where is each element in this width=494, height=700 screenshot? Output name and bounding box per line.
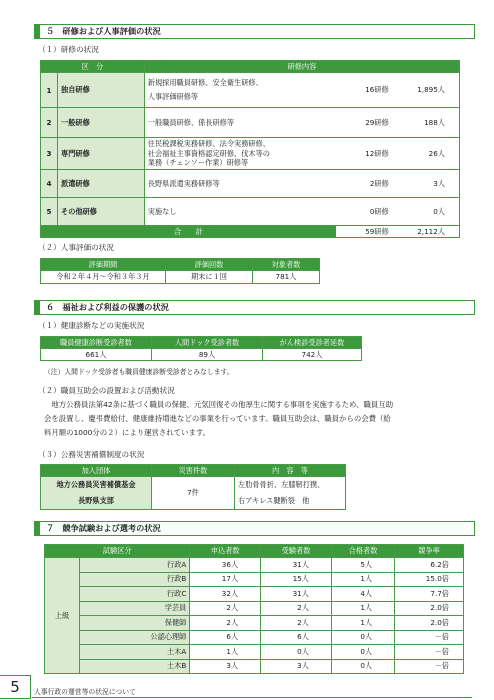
exam-examinees: 0人 (261, 645, 332, 660)
exam-category: 土木B (80, 659, 190, 674)
table-row (45, 645, 464, 660)
exam-ratio: －倍 (395, 645, 464, 660)
exam-examinees: 2人 (261, 616, 332, 631)
disaster-content: 左肋骨骨折、左膝靭打撲、 右アキレス腱断裂 他 (235, 477, 346, 510)
disaster-subtitle: （３）公務災害補償制度の状況 (38, 450, 145, 459)
section-7-heading: ７ 競争試験および選考の状況 (34, 521, 475, 536)
page-number: 5 (0, 675, 31, 699)
training-table (40, 60, 460, 238)
exam-category: 行政C (80, 587, 190, 602)
table-row (41, 271, 320, 284)
row-people: 188人 (392, 108, 460, 138)
row-count: 12研修 (336, 138, 392, 170)
total-label: 合 計 (41, 226, 336, 238)
table-row (45, 659, 464, 674)
section-6-heading: ６ 福祉および利益の保護の状況 (34, 300, 475, 315)
evaluation-count: 期末に１回 (166, 271, 253, 284)
exam-passed: 0人 (331, 645, 394, 660)
exam-category: 学芸員 (80, 601, 190, 616)
exam-examinees: 2人 (261, 601, 332, 616)
row-people: 26人 (392, 138, 460, 170)
row-number: 4 (41, 170, 58, 198)
exam-passed: 1人 (331, 601, 394, 616)
exam-applicants: 1人 (190, 645, 261, 660)
evaluation-header-count: 評価回数 (166, 259, 253, 271)
row-category: 一般研修 (58, 108, 145, 138)
table-row (45, 572, 464, 587)
health-header-dock: 人間ドック受診者数 (152, 337, 263, 349)
health-subtitle: （１）健康診断などの実施状況 (38, 321, 145, 330)
exam-applicants: 2人 (190, 601, 261, 616)
exam-examinees: 31人 (261, 558, 332, 573)
exam-header-ratio: 競争率 (395, 545, 464, 558)
health-dock-value: 89人 (152, 349, 263, 361)
row-content: 実施なし (144, 198, 336, 226)
exam-category: 行政A (80, 558, 190, 573)
row-category: 派遣研修 (58, 170, 145, 198)
mutual-subtitle: （２）職員互助会の設置および活動状況 (38, 386, 175, 395)
table-row (45, 630, 464, 645)
exam-ratio: 15.0倍 (395, 572, 464, 587)
row-content: 長野県派遣実務研修等 (144, 170, 336, 198)
exam-category: 土木A (80, 645, 190, 660)
health-header-checkup: 職員健康診断受診者数 (41, 337, 152, 349)
health-header-cancer: がん検診受診者延数 (263, 337, 362, 349)
row-category: 独自研修 (58, 73, 145, 108)
evaluation-header-period: 評価期間 (41, 259, 166, 271)
exam-passed: 0人 (331, 659, 394, 674)
table-row (45, 616, 464, 631)
exam-ratio: 7.7倍 (395, 587, 464, 602)
table-row (45, 601, 464, 616)
row-count: 29研修 (336, 108, 392, 138)
row-number: 5 (41, 198, 58, 226)
row-count: 16研修 (336, 73, 392, 108)
row-number: 1 (41, 73, 58, 108)
exam-header-passed: 合格者数 (331, 545, 394, 558)
evaluation-header-people: 対象者数 (253, 259, 320, 271)
row-count: 2研修 (336, 170, 392, 198)
exam-examinees: 3人 (261, 659, 332, 674)
exam-ratio: 2.0倍 (395, 616, 464, 631)
table-row (41, 349, 362, 361)
row-people: 0人 (392, 198, 460, 226)
exam-applicants: 17人 (190, 572, 261, 587)
disaster-header-cases: 災害件数 (152, 465, 235, 477)
disaster-table (40, 464, 346, 510)
evaluation-table (40, 258, 320, 284)
exam-examinees: 31人 (261, 587, 332, 602)
disaster-org: 地方公務員災害補償基金 長野県支部 (41, 477, 152, 510)
row-number: 3 (41, 138, 58, 170)
disaster-header-content: 内 容 等 (235, 465, 346, 477)
row-people: 1,895人 (392, 73, 460, 108)
exam-header-category: 試験区分 (45, 545, 190, 558)
health-table (40, 336, 362, 361)
exam-passed: 1人 (331, 572, 394, 587)
table-row (45, 587, 464, 602)
training-header-content: 研修内容 (144, 61, 459, 73)
exam-examinees: 15人 (261, 572, 332, 587)
exam-category: 保健師 (80, 616, 190, 631)
exam-applicants: 2人 (190, 616, 261, 631)
exam-group-label: 上級 (45, 558, 80, 674)
exam-category: 公認心理師 (80, 630, 190, 645)
exam-passed: 1人 (331, 616, 394, 631)
exam-passed: 5人 (331, 558, 394, 573)
table-total-row (41, 226, 460, 238)
exam-header-applicants: 申込者数 (190, 545, 261, 558)
exam-examinees: 6人 (261, 630, 332, 645)
exam-ratio: －倍 (395, 659, 464, 674)
exam-applicants: 36人 (190, 558, 261, 573)
row-category: その他研修 (58, 198, 145, 226)
row-count: 0研修 (336, 198, 392, 226)
exam-category: 行政B (80, 572, 190, 587)
row-number: 2 (41, 108, 58, 138)
row-content: 新規採用職員研修、安全衛生研修、 人事評価研修等 (144, 73, 336, 108)
footer-divider (32, 697, 472, 698)
exam-ratio: 2.0倍 (395, 601, 464, 616)
evaluation-period: 令和２年４月～令和３年３月 (41, 271, 166, 284)
row-people: 3人 (392, 170, 460, 198)
total-count: 59研修 (336, 226, 392, 238)
health-checkup-value: 661人 (41, 349, 152, 361)
exam-applicants: 6人 (190, 630, 261, 645)
training-subtitle: （１）研修の状況 (38, 45, 99, 54)
exam-applicants: 3人 (190, 659, 261, 674)
row-content: 住民税課税実務研修、法令実務研修、 社会福祉主事資格認定研修、伐木等の 業務（チェンソー作業）研修等 (144, 138, 336, 170)
disaster-header-org: 加入団体 (41, 465, 152, 477)
exam-table (44, 544, 464, 674)
section-5-heading: ５ 研修および人事評価の状況 (34, 24, 475, 39)
exam-passed: 4人 (331, 587, 394, 602)
table-row (41, 73, 460, 108)
row-content: 一般職員研修、係長研修等 (144, 108, 336, 138)
exam-header-examinees: 受験者数 (261, 545, 332, 558)
mutual-paragraph: 地方公務員法第42条に基づく職員の保健、元気回復その他厚生に関する事項を実施するため、職員互助 会を設置し、慶弔費給付、健康維持増進などの事業を行っています。職員互助会は、職員からの会費（給 料月額の1000分の２）により運営されています。 (44, 400, 394, 437)
total-people: 2,112人 (392, 226, 460, 238)
row-category: 専門研修 (58, 138, 145, 170)
health-note: （注）人間ドック受診者も職員健康診断受診者とみなします。 (44, 368, 234, 376)
exam-ratio: 6.2倍 (395, 558, 464, 573)
exam-passed: 0人 (331, 630, 394, 645)
table-row (41, 138, 460, 170)
disaster-cases: 7件 (152, 477, 235, 510)
training-header-category: 区 分 (41, 61, 145, 73)
footer-text: 人事行政の運営等の状況について (34, 688, 136, 696)
evaluation-subtitle: （２）人事評価の状況 (38, 243, 114, 252)
table-row (41, 198, 460, 226)
table-row (41, 477, 346, 510)
table-row (45, 558, 464, 573)
exam-ratio: －倍 (395, 630, 464, 645)
table-row (41, 170, 460, 198)
evaluation-people: 781人 (253, 271, 320, 284)
health-cancer-value: 742人 (263, 349, 362, 361)
exam-applicants: 32人 (190, 587, 261, 602)
table-row (41, 108, 460, 138)
